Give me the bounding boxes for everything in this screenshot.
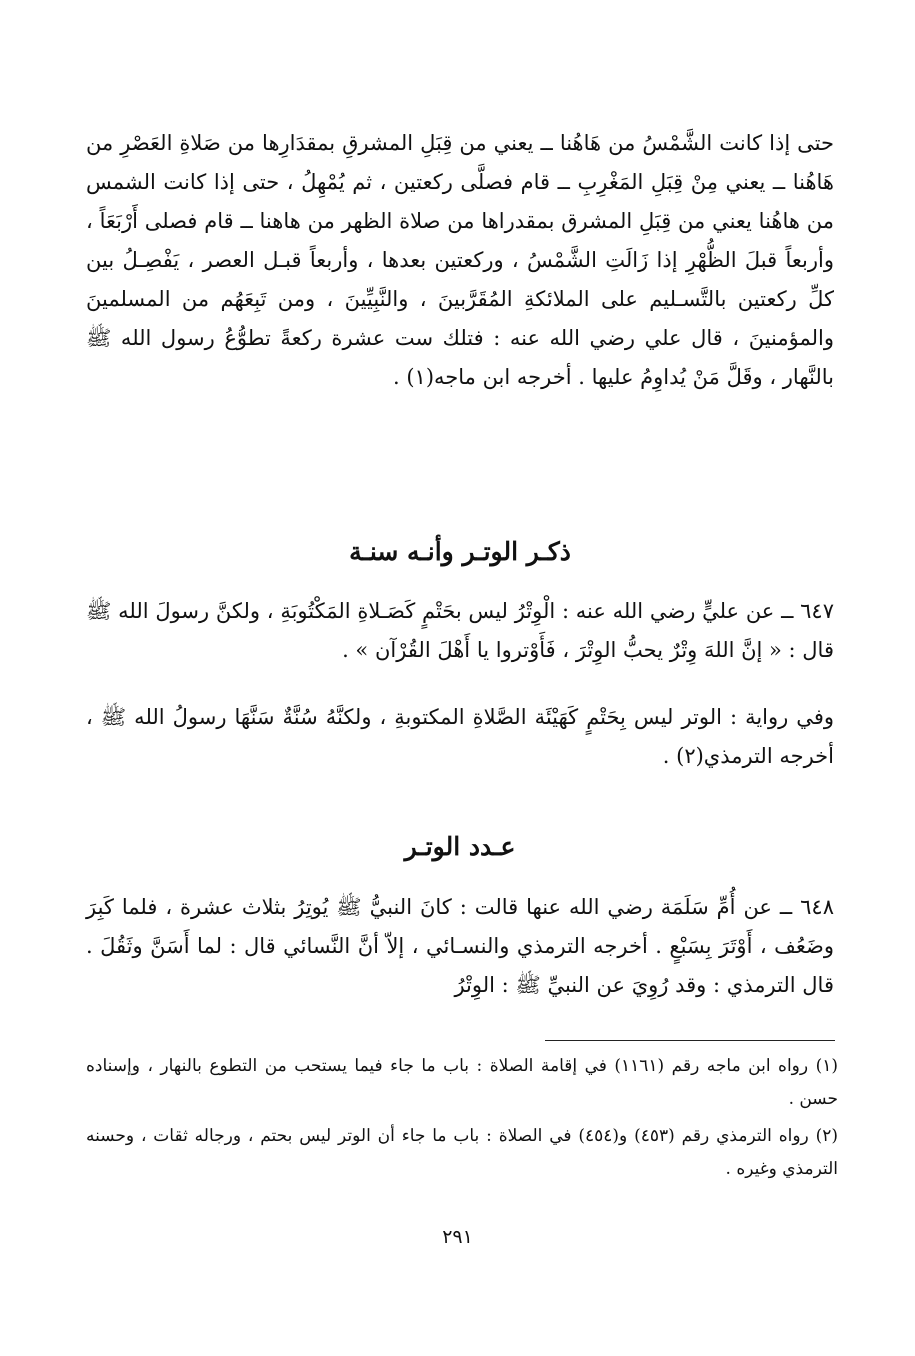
section-heading-witr-sunnah: ذكـر الوتـر وأنـه سنـة [349,537,571,566]
footnote-2: (٢) رواه الترمذي رقم (٤٥٣) و(٤٥٤) في الصلاة : باب ما جاء أن الوتر ليس بحتم ، ورجاله ثقات ، وحسنه الترمذي وغيره . [86,1126,838,1179]
footnotes [86,1050,838,1190]
hadith-647: ٦٤٧ ــ عن عليٍّ رضي الله عنه : الْوِتْرُ ليس بحَتْمٍ كَصَـلاةِ المَكْتُوبَةِ ، ولكنَّ رسولَ الله ﷺ قال : « إنَّ اللهَ وِتْرٌ يحبُّ الوِتْرَ ، فَأَوْتروا يا أَهْلَ القُرْآن » . [86,599,834,662]
paragraph-continuation: حتى إذا كانت الشَّمْسُ من هَاهُنا ــ يعني من قِبَلِ المشرقِ بمقدَارِها من صَلاةِ العَصْرِ من هَاهُنا ــ يعني مِنْ قِبَلِ المَغْرِبِ ــ قام فصلَّى ركعتين ، ثم يُمْهِلُ ، حتى إذا كانت الشمس من هاهُنا يعني من قِبَلِ المشرق بمقدراها من صلاة الظهر من هاهنا ــ قام فصلى أَرْبَعَاً ، وأربعاً قبلَ الظُّهْرِ إذا زَالَتِ الشَّمْسُ ، وركعتين بعدها ، وأربعاً قبـل العصر ، يَفْصِـلُ بين كلِّ ركعتين بالتَّسـليم على الملائكةِ المُقَرَّبينَ ، والنَّبِيِّينَ ، ومن تَبِعَهُم من المسلمينَ والمؤمنينَ ، قال علي رضي الله عنه : فتلك ست عشرة ركعةً تطوُّعُ رسول الله ﷺ بالنَّهار ، وقَلَّ مَنْ يُداوِمُ عليها . أخرجه ابن ماجه(١) . [86,131,834,389]
section-heading-witr-count: عـدد الوتـر [404,832,516,861]
footnote-1: (١) رواه ابن ماجه رقم (١١٦١) في إقامة الصلاة : باب ما جاء فيما يستحب من التطوع بالنهار ، وإسناده حسن . [86,1056,838,1109]
footnote-separator [545,1040,835,1041]
paragraph-riwaya: وفي رواية : الوتر ليس بِحَتْمٍ كَهَيْئَة الصَّلاةِ المكتوبةِ ، ولكنَّهُ سُنَّةٌ سَنَّهَا رسولُ الله ﷺ ، أخرجه الترمذي(٢) . [86,705,834,768]
page-number: ٢٩١ [442,1226,473,1248]
hadith-648: ٦٤٨ ــ عن أُمِّ سَلَمَة رضي الله عنها قالت : كانَ النبيُّ ﷺ يُوتِرُ بثلاث عشرة ، فلما كَبِرَ وضَعُف ، أَوْتَرَ بِسَبْعٍ . أخرجه الترمذي والنسـائي ، إلاّ أنَّ النَّسائي قال : لما أَسَنَّ وثَقُلَ . قال الترمذي : وقد رُوِيَ عن النبيِّ ﷺ : الوِتْرُ [86,895,834,997]
